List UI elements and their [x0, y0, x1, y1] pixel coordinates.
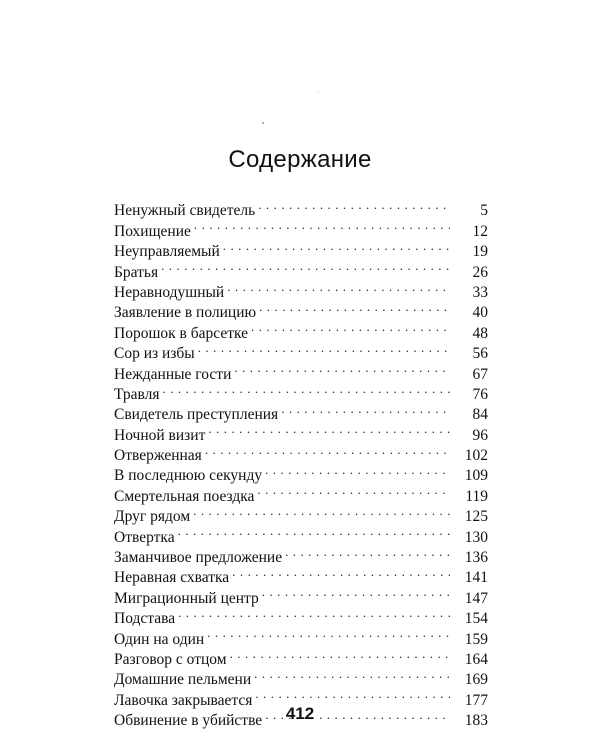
toc-entry — [114, 277, 488, 301]
toc-leader-dots — [205, 440, 450, 460]
toc-entry-title: Неуправляемый — [114, 243, 220, 261]
toc-entry-page: 177 — [464, 691, 488, 709]
toc-leader-dots — [227, 277, 450, 297]
toc-entry-title: Порошок в барсетке — [114, 324, 248, 342]
toc-entry-title: Миграционный центр — [114, 589, 259, 607]
toc-entry-page: 5 — [480, 202, 488, 220]
toc-leader-dots — [178, 603, 450, 623]
toc-entry-page: 130 — [464, 528, 488, 546]
toc-entry-page: 119 — [465, 487, 488, 505]
toc-leader-dots — [265, 460, 450, 480]
toc-entry-page: 109 — [464, 467, 488, 485]
toc-entry-page: 102 — [464, 447, 488, 465]
toc-entry-page: 48 — [472, 324, 488, 342]
toc-entry-page: 96 — [472, 426, 488, 444]
toc-entry-title: Братья — [114, 263, 159, 281]
page-number: 412 — [285, 704, 315, 723]
toc-entry-title: Заманчивое предложение — [114, 549, 283, 567]
toc-leader-dots — [223, 236, 450, 256]
toc-leader-dots — [259, 297, 450, 317]
toc-entry — [114, 256, 488, 281]
toc-entry-page: 67 — [472, 365, 488, 383]
toc-entry-page: 19 — [472, 243, 488, 261]
toc-entry-page: 169 — [464, 671, 488, 689]
page-title: Содержание — [228, 146, 372, 173]
toc-entry-title: В последнюю секунду — [114, 467, 263, 485]
toc-entry — [114, 195, 488, 220]
toc-entry-page: 154 — [464, 610, 488, 628]
toc-entry-page: 164 — [464, 650, 488, 668]
toc-entry-page: 76 — [472, 385, 488, 403]
toc-leader-dots — [258, 195, 450, 215]
toc-entry-title: Неравнодушный — [114, 283, 225, 301]
toc-entry-title: Отвертка — [114, 528, 175, 546]
toc-entry-title: Ночной визит — [114, 426, 206, 444]
toc-entry-title: Лавочка закрывается — [114, 691, 253, 709]
toc-leader-dots — [251, 317, 450, 337]
toc-entry-title: Ненужный свидетель — [114, 202, 256, 220]
toc-entry-page: 26 — [472, 263, 488, 281]
toc-entry-title: Неравная схватка — [114, 569, 230, 587]
toc-entry-title: Друг рядом — [114, 508, 191, 526]
toc-leader-dots — [163, 379, 451, 399]
toc-leader-dots — [255, 684, 450, 704]
toc-leader-dots — [208, 419, 450, 439]
toc-entry-page: 40 — [472, 304, 488, 322]
toc-entry-page: 136 — [464, 549, 488, 567]
toc-entry-page: 147 — [464, 589, 488, 607]
toc-leader-dots — [207, 623, 450, 643]
print-speck — [318, 92, 319, 93]
toc-leader-dots — [257, 480, 450, 500]
print-speck — [262, 122, 264, 124]
toc-leader-dots — [230, 644, 450, 664]
toc-entry-page: 84 — [472, 406, 488, 424]
toc-entry-page: 12 — [472, 222, 488, 240]
toc-leader-dots — [254, 664, 450, 684]
toc-leader-dots — [234, 358, 450, 378]
toc-leader-dots — [194, 215, 450, 235]
table-of-contents — [114, 195, 488, 730]
toc-leader-dots — [285, 542, 450, 562]
toc-entry-page: 141 — [464, 569, 488, 587]
toc-entry-title: Свидетель преступления — [114, 406, 279, 424]
toc-entry-title: Обвинение в убийстве — [114, 712, 263, 730]
toc-entry-title: Заявление в полицию — [114, 304, 257, 322]
toc-entry-title: Отверженная — [114, 447, 202, 465]
toc-entry-title: Смертельная поездка — [114, 487, 255, 505]
toc-entry-page: 56 — [472, 345, 488, 363]
toc-leader-dots — [281, 399, 450, 419]
toc-leader-dots — [262, 582, 450, 602]
toc-entry-title: Нежданные гости — [114, 365, 232, 383]
toc-entry-title: Разговор с отцом — [114, 650, 227, 668]
toc-entry-title: Сор из избы — [114, 345, 195, 363]
toc-leader-dots — [198, 338, 450, 358]
toc-entry-title: Один на один — [114, 630, 205, 648]
toc-entry-title: Подстава — [114, 610, 176, 628]
toc-entry-page: 159 — [464, 630, 488, 648]
toc-entry-page: 33 — [472, 283, 488, 301]
toc-leader-dots — [178, 521, 450, 541]
toc-leader-dots — [193, 501, 450, 521]
toc-entry — [114, 399, 488, 424]
toc-entry — [114, 379, 488, 403]
toc-entry-page: 183 — [464, 712, 488, 730]
toc-leader-dots — [232, 562, 450, 582]
toc-entry-title: Травля — [114, 385, 160, 403]
toc-entry-title: Похищение — [114, 222, 191, 240]
toc-entry-page: 125 — [464, 508, 488, 526]
toc-entry-title: Домашние пельмени — [114, 671, 252, 689]
toc-leader-dots — [161, 256, 450, 276]
